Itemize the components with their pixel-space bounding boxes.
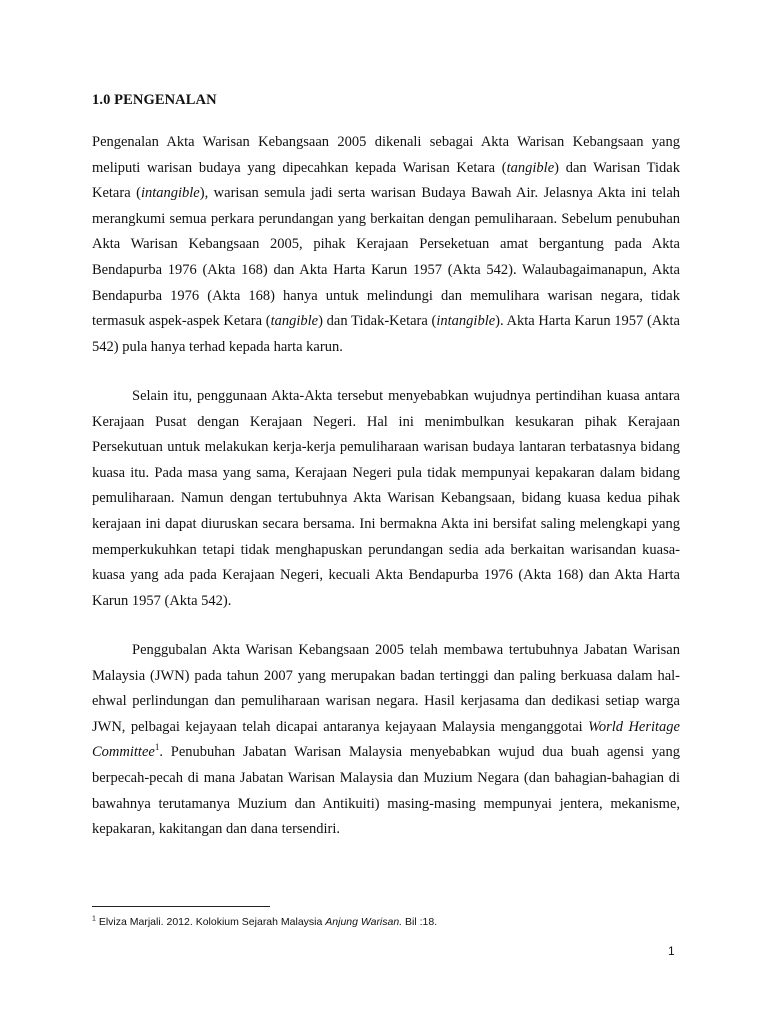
italic-term: intangible [140,185,200,202]
paragraph-1-text: Pengenalan Akta Warisan Kebangsaan 2005 dikenali sebagai Akta Warisan Kebangsaan yang meliputi warisan budaya yang dipecahkan kepada Warisan Ketara ( [92,134,680,176]
paragraph-1-text: ) dan Tidak-Ketara ( [318,313,437,330]
italic-term: intangible [436,313,496,330]
italic-term: tangible [270,313,319,330]
footnote-text: Bil :18. [402,916,438,928]
page-number: 1 [668,944,675,958]
italic-term: World Heritage Committee [92,718,680,761]
italic-term: tangible [506,159,555,176]
paragraph-1-text: ) dan Warisan Tidak Ketara ( [92,159,680,202]
footnote-number: 1 [92,915,96,923]
paragraph-3 [92,638,680,843]
section-heading: 1.0 PENGENALAN [92,92,217,108]
footnote-text: Elviza Marjali. 2012. Kolokium Sejarah Malaysia [95,916,326,928]
paragraph-3-text: Penggubalan Akta Warisan Kebangsaan 2005 telah membawa tertubuhnya Jabatan Warisan Malaysia (JWN) pada tahun 2007 yang merupakan badan tertinggi dan paling berkuasa dalam hal-ehwal perlindungan dan pemuliharaan warisan negara. Hasil kerjasama dan dedikasi setiap warga JWN, pelbagai kejayaan telah dicapai antaranya kejayaan Malaysia menganggotai [92,642,680,735]
paragraph-1 [92,130,680,360]
paragraph-2: Selain itu, penggunaan Akta-Akta tersebut menyebabkan wujudnya pertindihan kuasa antara Kerajaan Pusat dengan Kerajaan Negeri. Hal ini menimbulkan kesukaran pihak Kerajaan Persekutuan untuk melakukan kerja-kerja pemuliharaan warisan budaya lantaran terbatasnya bidang kuasa itu. Pada masa yang sama, Kerajaan Negeri pula tidak mempunyai kepakaran dalam bidang pemuliharaan. Namun dengan tertubuhnya Akta Warisan Kebangsaan, bidang kuasa kedua pihak kerajaan ini dapat diuruskan secara bersama. Ini bermakna Akta ini bersifat saling melengkapi yang memperkukuhkan tetapi tidak menghapuskan perundangan sedia ada berkaitan warisandan kuasa-kuasa yang ada pada Kerajaan Negeri, kecuali Akta Bendapurba 1976 (Akta 168) dan Akta Harta Karun 1957 (Akta 542). [92,388,680,609]
footnote [92,916,437,928]
footnote-italic: Anjung Warisan. [325,916,403,928]
footnote-reference[interactable]: 1 [154,742,160,753]
paragraph-1-text: ), warisan semula jadi serta warisan Budaya Bawah Air. Jelasnya Akta ini telah merangkumi semua perkara perundangan yang berkaitan dengan pemuliharaan. Sebelum penubuhan Akta Warisan Kebangsaan 2005, pihak Kerajaan Perseketuan amat bergantung pada Akta Bendapurba 1976 (Akta 168) dan Akta Harta Karun 1957 (Akta 542). Walaubagaimanapun, Akta Bendapurba 1976 (Akta 168) hanya untuk melindungi dan memulihara warisan negara, tidak termasuk aspek-aspek Ketara ( [92,185,681,330]
paragraph-1-text: ). Akta Harta Karun 1957 (Akta 542) pula hanya terhad kepada harta karun. [92,313,680,355]
paragraph-3-text: . Penubuhan Jabatan Warisan Malaysia menyebabkan wujud dua buah agensi yang berpecah-pecah di mana Jabatan Warisan Malaysia dan Muzium Negara (dan bahagian-bahagian di bawahnya terutamanya Muzium dan Antikuiti) masing-masing mempunyai jentera, mekanisme, kepakaran, kakitangan dan dana tersendiri. [92,744,680,838]
footnote-divider [92,906,270,907]
